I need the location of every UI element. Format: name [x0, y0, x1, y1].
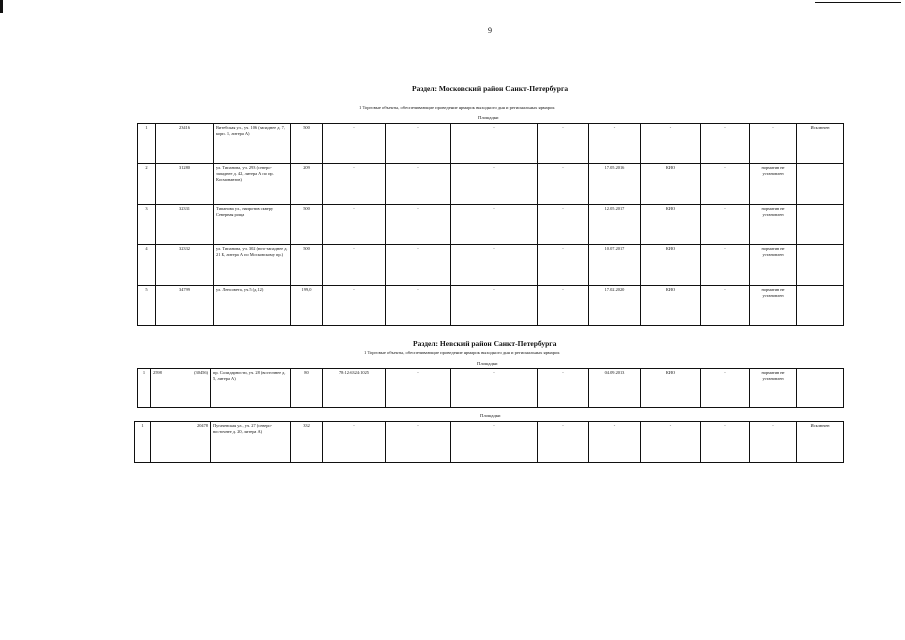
authority: КИО: [641, 369, 701, 408]
object-address: Типанова ул., напротив скверу Северная роща: [214, 205, 291, 245]
status: [797, 245, 844, 286]
cell-col11: -: [701, 369, 750, 408]
cell-col7: -: [451, 245, 538, 286]
table-nevsky-excluded: [134, 421, 844, 463]
norm-note: норматив не установлен: [750, 369, 797, 408]
cell-col8: -: [538, 369, 589, 408]
norm-note: -: [750, 124, 797, 164]
cell-col5: -: [323, 205, 386, 245]
row-number: 3: [138, 205, 156, 245]
cell-col8: -: [538, 124, 589, 164]
status: [797, 286, 844, 326]
table-row: [138, 164, 844, 205]
object-id: 31280: [156, 164, 214, 205]
object-address: пр. Солидарности, уч. 28 (восточнее д. 5, литера А): [211, 369, 291, 408]
object-id: 23416: [156, 124, 214, 164]
cell-col6: -: [386, 422, 451, 463]
cell-col6: -: [386, 369, 451, 408]
object-address: ул. Типанова, уч. 293 (северо-западнее д. 42, литера А по пр. Космонавтов): [214, 164, 291, 205]
decision-date: 12.05.2017: [589, 205, 641, 245]
object-area: 500: [291, 245, 323, 286]
section-subtitle-nevsky: 1 Торговые объекты, обеспечивающие проведение ярмарок выходного дня и региональных ярмарок: [364, 350, 560, 355]
cell-col5: -: [323, 422, 386, 463]
table-row: [138, 369, 844, 408]
norm-note: норматив не установлен: [750, 164, 797, 205]
status: [797, 164, 844, 205]
norm-note: норматив не установлен: [750, 205, 797, 245]
decision-date: 17.02.2020: [589, 286, 641, 326]
cell-col7: -: [451, 164, 538, 205]
page-number: 9: [488, 26, 492, 35]
status: Исключен: [797, 422, 844, 463]
object-area: 500: [291, 205, 323, 245]
object-area: 500: [291, 124, 323, 164]
decision-date: 10.07.2017: [589, 245, 641, 286]
object-id: 34799: [156, 286, 214, 326]
cell-col5: -: [323, 164, 386, 205]
row-number: 1: [138, 369, 151, 408]
table-caption-nevsky-2: Площадки: [480, 413, 501, 418]
cell-col8: -: [538, 245, 589, 286]
status: [797, 205, 844, 245]
cell-col6: -: [386, 164, 451, 205]
cell-col5: -: [323, 124, 386, 164]
cell-col7: -: [451, 205, 538, 245]
table-row: [138, 286, 844, 326]
row-number: 2: [138, 164, 156, 205]
norm-note: норматив не установлен: [750, 286, 797, 326]
table-row: [138, 205, 844, 245]
object-id-primary: 2598: [153, 370, 162, 375]
authority: КИО: [641, 245, 701, 286]
row-number: 4: [138, 245, 156, 286]
cell-col11: -: [701, 124, 750, 164]
cell-col5: -: [323, 286, 386, 326]
object-address: ул. Типанова, уч. 302 (юго-западнее д. 21 Б, литера А по Московскому пр.): [214, 245, 291, 286]
authority: -: [641, 422, 701, 463]
table-nevsky: [137, 368, 844, 408]
object-area: 199,0: [291, 286, 323, 326]
table-row: [138, 245, 844, 286]
cell-col8: -: [538, 205, 589, 245]
row-number: 5: [138, 286, 156, 326]
authority: КИО: [641, 164, 701, 205]
cell-col6: -: [386, 286, 451, 326]
cell-col8: -: [538, 422, 589, 463]
table-row: [135, 422, 844, 463]
cell-col6: -: [386, 124, 451, 164]
cell-col8: -: [538, 286, 589, 326]
authority: КИО: [641, 205, 701, 245]
status: [797, 369, 844, 408]
cell-col7: -: [451, 124, 538, 164]
norm-note: норматив не установлен: [750, 245, 797, 286]
decision-date: 04.09.2013: [589, 369, 641, 408]
section-subtitle-moskovsky: 1 Торговые объекты, обеспечивающие проведение ярмарок выходного дня и региональных ярмарок: [359, 105, 555, 110]
object-area: 332: [291, 422, 323, 463]
cell-col8: -: [538, 164, 589, 205]
norm-note: -: [750, 422, 797, 463]
cell-col11: -: [701, 422, 750, 463]
cell-col7: -: [451, 422, 538, 463]
table-caption-nevsky: Площадки: [477, 361, 498, 366]
row-number: 1: [135, 422, 151, 463]
section-title-moskovsky: Раздел: Московский район Санкт-Петербурга: [412, 84, 569, 93]
section-title-nevsky: Раздел: Невский район Санкт-Петербурга: [413, 339, 557, 348]
status: Исключен: [797, 124, 844, 164]
cell-col7: -: [451, 286, 538, 326]
table-row: [138, 124, 844, 164]
cell-col11: -: [701, 245, 750, 286]
cell-col11: -: [701, 286, 750, 326]
object-id: 20478: [151, 422, 211, 463]
scan-edge-mark: [0, 0, 3, 13]
decision-date: -: [589, 124, 641, 164]
cell-col11: -: [701, 205, 750, 245]
cell-col11: -: [701, 164, 750, 205]
object-id-secondary: (30456): [194, 370, 208, 375]
table-moskovsky: [137, 123, 844, 326]
object-id: [151, 369, 211, 408]
decision-date: -: [589, 422, 641, 463]
object-area: 80: [291, 369, 323, 408]
object-id: 32332: [156, 245, 214, 286]
header-rule: [815, 2, 901, 3]
object-area: 209: [291, 164, 323, 205]
cell-col6: -: [386, 205, 451, 245]
table-caption-moskovsky: Площадки: [478, 115, 499, 120]
object-address: Витебская ул., уч. 106 (западнее д. 7, корп. 1, литера А): [214, 124, 291, 164]
cell-col5: -: [323, 245, 386, 286]
object-address: ул. Ленсовета, уч.5 (д.12): [214, 286, 291, 326]
authority: -: [641, 124, 701, 164]
decision-date: 17.05.2016: [589, 164, 641, 205]
cell-col6: -: [386, 245, 451, 286]
cadastral-number: 78:12:6324:1025: [323, 369, 386, 408]
cell-col7: -: [451, 369, 538, 408]
object-address: Пугачевская ул., уч. 27 (северо-восточнее д. 20, литера А): [211, 422, 291, 463]
row-number: 1: [138, 124, 156, 164]
object-id: 32331: [156, 205, 214, 245]
authority: КИО: [641, 286, 701, 326]
